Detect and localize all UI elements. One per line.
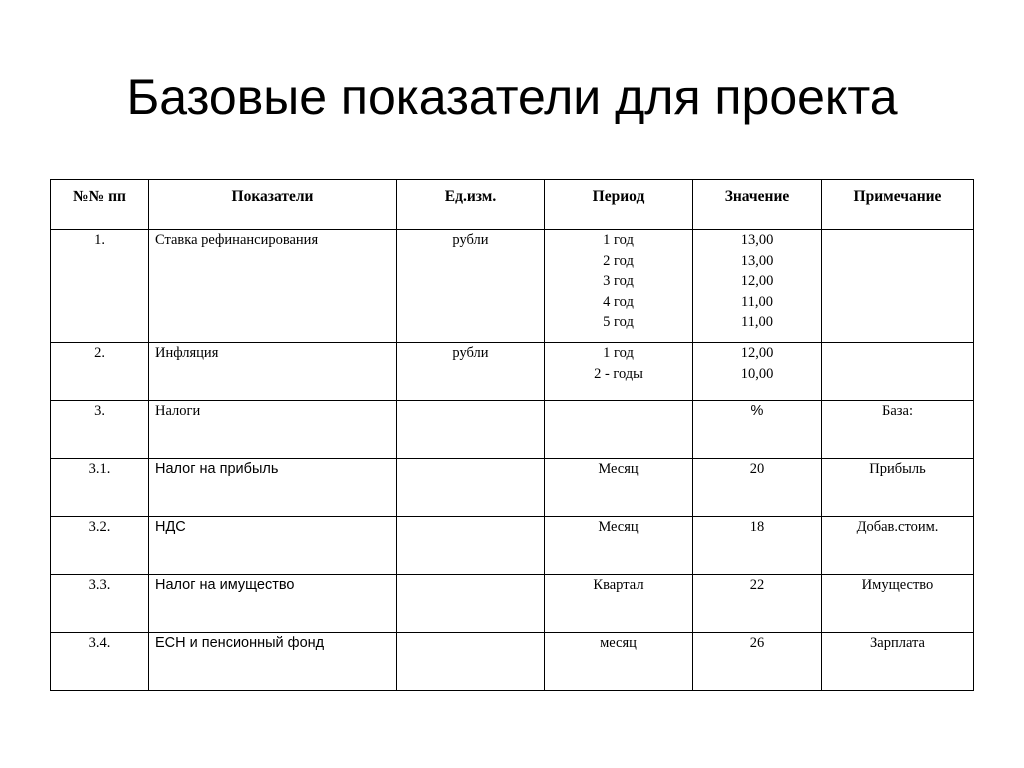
row-num: 3.2. [51,517,149,575]
row-name: Ставка рефинансирования [149,230,397,343]
row-unit [397,517,545,575]
value-line: 12,00 [740,273,774,289]
value-line: 11,00 [740,293,774,310]
period-line: 5 год [603,314,634,330]
value-line: 13,00 [740,252,774,269]
table-row [51,633,974,691]
row-name: Налоги [149,401,397,459]
row-name: НДС [149,517,397,575]
period-line: 2 год [603,252,634,269]
row-name: Налог на прибыль [149,459,397,517]
period-line: 2 - годы [594,365,643,382]
row-name: ЕСН и пенсионный фонд [149,633,397,691]
row-note [822,343,974,401]
row-unit [397,401,545,459]
row-unit: рубли [397,343,545,401]
table-row [51,517,974,575]
row-num: 3. [51,401,149,459]
period-line: 3 год [603,273,634,289]
row-unit: рубли [397,230,545,343]
row-value [693,230,822,343]
table-row [51,401,974,459]
value-line: 11,00 [740,314,774,330]
row-unit [397,459,545,517]
row-num: 1. [51,230,149,343]
row-note: Прибыль [822,459,974,517]
header-note: Примечание [822,180,974,230]
header-period: Период [545,180,693,230]
table-row [51,230,974,343]
row-value: % [693,401,822,459]
row-period: месяц [545,633,693,691]
row-note: База: [822,401,974,459]
row-name: Инфляция [149,343,397,401]
period-line: 4 год [603,293,634,310]
table-row [51,575,974,633]
table-row [51,343,974,401]
indicators-table [50,179,974,691]
row-note: Зарплата [822,633,974,691]
row-num: 3.3. [51,575,149,633]
value-line: 10,00 [740,365,774,382]
row-period: Квартал [545,575,693,633]
row-value [693,343,822,401]
slide-title: Базовые показатели для проекта [126,69,898,125]
row-period: Месяц [545,517,693,575]
row-unit [397,575,545,633]
row-note [822,230,974,343]
row-name: Налог на имущество [149,575,397,633]
row-value: 26 [693,633,822,691]
row-note: Добав.стоим. [822,517,974,575]
row-num: 2. [51,343,149,401]
row-num: 3.4. [51,633,149,691]
value-line: 12,00 [740,345,774,361]
period-line: 1 год [603,232,634,248]
header-num: №№ пп [51,180,149,230]
row-period [545,401,693,459]
row-note: Имущество [822,575,974,633]
row-period: Месяц [545,459,693,517]
row-num: 3.1. [51,459,149,517]
row-value: 22 [693,575,822,633]
row-value: 18 [693,517,822,575]
row-period [545,343,693,401]
header-name: Показатели [149,180,397,230]
header-value: Значение [693,180,822,230]
period-line: 1 год [603,345,634,361]
row-period [545,230,693,343]
header-unit: Ед.изм. [397,180,545,230]
table-row [51,459,974,517]
table-header-row [51,180,974,230]
value-line: 13,00 [740,232,774,248]
row-value: 20 [693,459,822,517]
row-unit [397,633,545,691]
